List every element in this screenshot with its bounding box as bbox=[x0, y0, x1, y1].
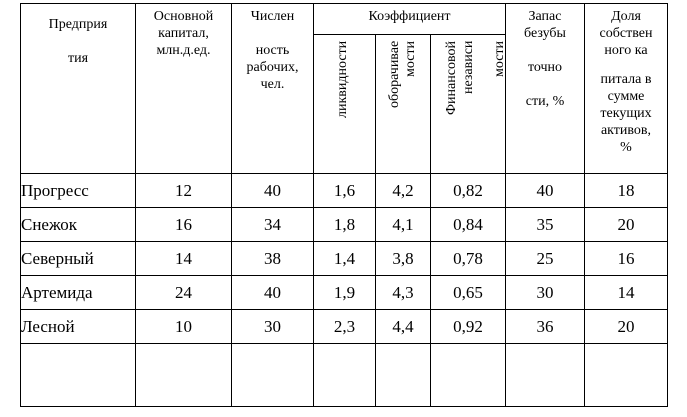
row-independence: 0,82 bbox=[431, 174, 506, 208]
row-capital: 16 bbox=[136, 208, 232, 242]
row-turnover: 3,8 bbox=[376, 242, 431, 276]
row-workers: 34 bbox=[232, 208, 314, 242]
row-liquidity: 1,6 bbox=[314, 174, 376, 208]
row-turnover: 4,4 bbox=[376, 310, 431, 344]
row-liquidity: 1,4 bbox=[314, 242, 376, 276]
row-independence: 0,92 bbox=[431, 310, 506, 344]
header-independence: Финансовой независи мости bbox=[431, 35, 506, 174]
row-safety: 40 bbox=[506, 174, 585, 208]
row-capital: 10 bbox=[136, 310, 232, 344]
row-workers: 40 bbox=[232, 276, 314, 310]
row-turnover: 4,3 bbox=[376, 276, 431, 310]
table-row bbox=[21, 242, 668, 276]
row-own-share: 18 bbox=[585, 174, 668, 208]
row-liquidity: 1,8 bbox=[314, 208, 376, 242]
row-workers: 40 bbox=[232, 174, 314, 208]
table-row bbox=[21, 208, 668, 242]
table-row bbox=[21, 174, 668, 208]
row-independence: 0,84 bbox=[431, 208, 506, 242]
header-workers: Числен ность рабочих, чел. bbox=[232, 4, 314, 174]
table-row bbox=[21, 310, 668, 344]
row-name: Прогресс bbox=[21, 174, 136, 208]
row-name: Артемида bbox=[21, 276, 136, 310]
row-safety: 30 bbox=[506, 276, 585, 310]
header-enterprise: Предприя тия bbox=[21, 4, 136, 174]
row-capital: 14 bbox=[136, 242, 232, 276]
row-independence: 0,65 bbox=[431, 276, 506, 310]
header-safety: Запас безубы точно сти, % bbox=[506, 4, 585, 174]
row-safety: 36 bbox=[506, 310, 585, 344]
row-safety: 35 bbox=[506, 208, 585, 242]
header-liquidity: ликвидности bbox=[314, 35, 376, 174]
row-own-share: 14 bbox=[585, 276, 668, 310]
row-capital: 12 bbox=[136, 174, 232, 208]
row-own-share: 20 bbox=[585, 310, 668, 344]
row-safety: 25 bbox=[506, 242, 585, 276]
row-liquidity: 1,9 bbox=[314, 276, 376, 310]
row-own-share: 16 bbox=[585, 242, 668, 276]
row-liquidity: 2,3 bbox=[314, 310, 376, 344]
enterprise-table bbox=[20, 3, 668, 407]
row-name: Снежок bbox=[21, 208, 136, 242]
row-capital: 24 bbox=[136, 276, 232, 310]
row-turnover: 4,2 bbox=[376, 174, 431, 208]
empty-row bbox=[21, 344, 668, 407]
row-own-share: 20 bbox=[585, 208, 668, 242]
row-independence: 0,78 bbox=[431, 242, 506, 276]
row-name: Лесной bbox=[21, 310, 136, 344]
row-turnover: 4,1 bbox=[376, 208, 431, 242]
row-workers: 30 bbox=[232, 310, 314, 344]
header-own-share: Доля собствен ного ка питала в сумме текущих активов, % bbox=[585, 4, 668, 174]
header-turnover: оборачивае мости bbox=[376, 35, 431, 174]
row-workers: 38 bbox=[232, 242, 314, 276]
row-name: Северный bbox=[21, 242, 136, 276]
header-capital: Основной капитал, млн.д.ед. bbox=[136, 4, 232, 174]
header-coefficient: Коэффициент bbox=[314, 4, 506, 35]
table-row bbox=[21, 276, 668, 310]
